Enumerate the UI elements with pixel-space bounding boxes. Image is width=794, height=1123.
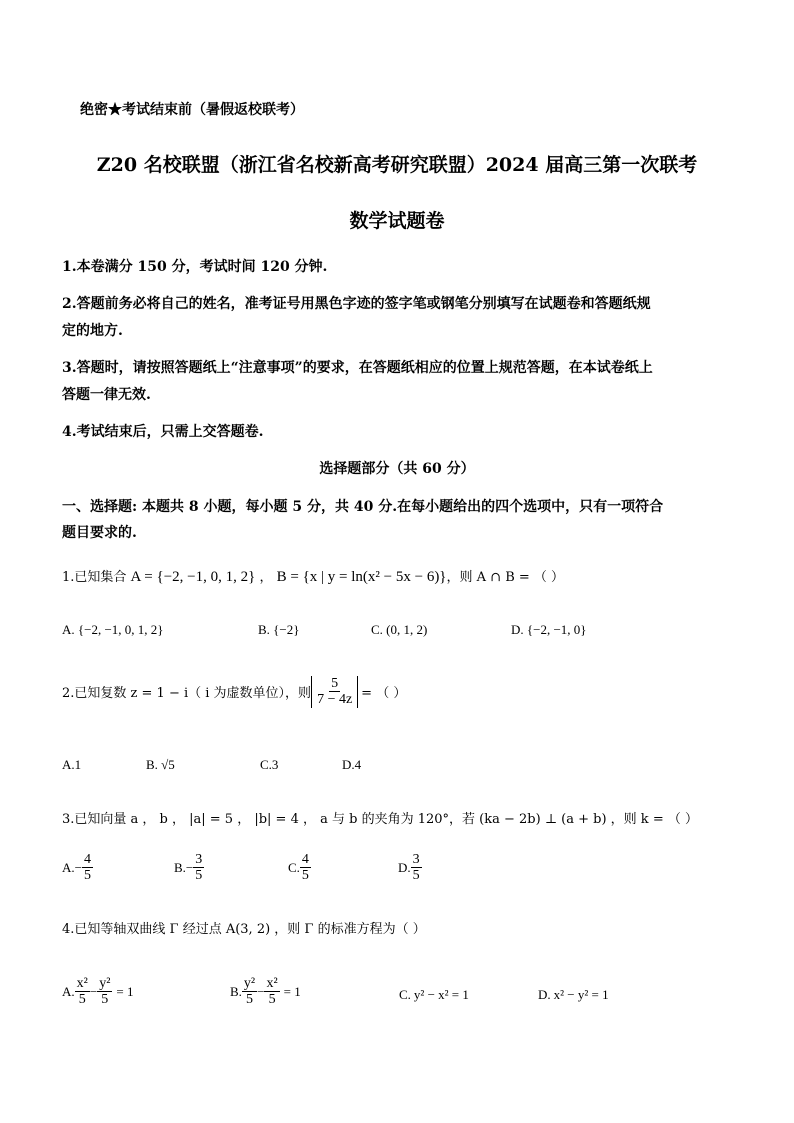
instruction-3-cont: 答题一律无效. xyxy=(62,387,151,403)
q2-option-b: B. √5 xyxy=(146,757,175,772)
q3-a-num: 4 xyxy=(83,852,91,867)
q4-option-b xyxy=(230,976,301,1008)
q3-b-num: 3 xyxy=(195,852,203,867)
q3-a-label: A. xyxy=(62,859,75,875)
question-1-stem: 1.已知集合 A = {−2, −1, 0, 1, 2} ， B = {x | y = ln(x² − 5x − 6)}，则 A ∩ B = （ ） xyxy=(62,569,565,585)
q4-a-rhs: = 1 xyxy=(116,983,134,999)
instruction-4: 4.考试结束后，只需上交答题卷. xyxy=(62,424,264,440)
q4-c-text: y² − x² = 1 xyxy=(413,987,469,1002)
question-4-stem: 4.已知等轴双曲线 Γ 经过点 A(3, 2) ，则 Γ 的标准方程为（ ） xyxy=(62,922,426,937)
q3-a-den: 5 xyxy=(83,868,91,884)
q3-d-den: 5 xyxy=(412,868,420,884)
q2-frac-den: 7 − 4z xyxy=(317,692,353,708)
q2-frac-num: 5 xyxy=(331,676,339,691)
q4-b-n1: y² xyxy=(243,976,256,991)
q2-option-a: A.1 xyxy=(62,757,82,772)
instruction-2: 2.答题前务必将自己的姓名，准考证号用黑色字迹的签字笔或钢笔分别填写在试题卷和答题纸规 xyxy=(62,296,651,312)
q4-b-d1: 5 xyxy=(246,992,254,1008)
q3-option-a xyxy=(62,852,93,884)
q4-b-op: − xyxy=(257,983,265,999)
q4-option-c xyxy=(399,987,469,1003)
q4-a-op: − xyxy=(89,983,98,999)
q4-a-n1: x² xyxy=(76,976,88,991)
q4-a-n2: y² xyxy=(99,976,111,991)
q1-option-c: C. (0, 1, 2) xyxy=(371,622,428,637)
q2-option-c: C.3 xyxy=(260,757,279,772)
q2-abs-value xyxy=(311,676,358,708)
section-desc-1: 一、选择题: 本题共 8 小题，每小题 5 分，共 40 分.在每小题给出的四个选项中，只有一项符合 xyxy=(62,499,664,515)
instruction-1: 1.本卷满分 150 分，考试时间 120 分钟. xyxy=(62,259,328,275)
question-2-stem xyxy=(62,676,406,708)
q4-b-rhs: = 1 xyxy=(283,983,301,999)
q2-fraction xyxy=(315,676,354,708)
q2-suffix: = （ ） xyxy=(361,686,407,702)
q4-b-frac-2 xyxy=(264,976,279,1008)
q3-a-frac xyxy=(82,852,93,884)
q1-option-a: A. {−2, −1, 0, 1, 2} xyxy=(62,622,164,637)
q4-a-frac-2 xyxy=(97,976,112,1008)
q3-b-den: 5 xyxy=(195,868,203,884)
q1-suffix: ，则 A ∩ B = （ ） xyxy=(446,570,565,585)
q3-option-d xyxy=(398,852,422,884)
q3-d-label: D. xyxy=(398,859,411,875)
q1-option-d: D. {−2, −1, 0} xyxy=(511,622,587,637)
q2-prefix: 2.已知复数 z = 1 − i（ i 为虚数单位），则 xyxy=(62,686,312,702)
q3-b-sign: − xyxy=(185,859,194,875)
q3-option-c xyxy=(288,852,311,884)
q3-c-num: 4 xyxy=(301,852,309,867)
q2-option-d: D.4 xyxy=(342,757,362,772)
q4-a-d1: 5 xyxy=(78,992,86,1008)
q3-b-frac xyxy=(193,852,204,884)
q3-b-label: B. xyxy=(174,859,186,875)
q1-set-b: B = {x | y = ln(x² − 5x − 6)} xyxy=(276,569,447,585)
q4-d-text: x² − y² = 1 xyxy=(553,987,609,1002)
q1-option-b: B. {−2} xyxy=(258,622,300,637)
q1-prefix: 1.已知集合 xyxy=(62,570,131,585)
q4-b-d2: 5 xyxy=(268,992,276,1008)
q3-option-b xyxy=(174,852,204,884)
instruction-3: 3.答题时，请按照答题纸上“注意事项”的要求，在答题纸相应的位置上规范答题，在本试卷纸上 xyxy=(62,360,653,376)
q4-b-frac-1 xyxy=(242,976,257,1008)
q3-d-num: 3 xyxy=(412,852,420,867)
exam-title: Z20 名校联盟（浙江省名校新高考研究联盟）2024 届高三第一次联考 xyxy=(96,154,698,176)
section-desc-2: 题目要求的. xyxy=(62,525,137,541)
q4-option-d xyxy=(538,987,609,1003)
q3-c-den: 5 xyxy=(301,868,309,884)
question-3-stem: 3.已知向量 a ， b ， |a| = 5 ， |b| = 4 ， a 与 b 的夹角为 120°，若 (ka − 2b) ⊥ (a + b) ，则 k = （ ） xyxy=(62,812,698,827)
exam-subtitle: 数学试题卷 xyxy=(349,210,445,232)
q4-b-label: B. xyxy=(230,983,242,999)
q3-a-sign: − xyxy=(74,859,82,875)
q4-a-frac-1 xyxy=(75,976,90,1008)
q4-a-d2: 5 xyxy=(101,992,109,1008)
q4-c-label: C. xyxy=(399,987,411,1002)
q3-d-frac xyxy=(411,852,422,884)
q1-set-a: A = {−2, −1, 0, 1, 2} xyxy=(130,569,256,585)
secret-label: 绝密★考试结束前（暑假返校联考） xyxy=(80,102,304,118)
q3-c-label: C. xyxy=(288,859,300,875)
section-heading: 选择题部分（共 60 分） xyxy=(319,461,475,477)
q4-b-n2: x² xyxy=(266,976,278,991)
instruction-2-cont: 定的地方. xyxy=(62,323,123,339)
q3-c-frac xyxy=(300,852,311,884)
q4-a-label: A. xyxy=(62,983,75,999)
q4-d-label: D. xyxy=(538,987,551,1002)
q4-option-a xyxy=(62,976,133,1008)
